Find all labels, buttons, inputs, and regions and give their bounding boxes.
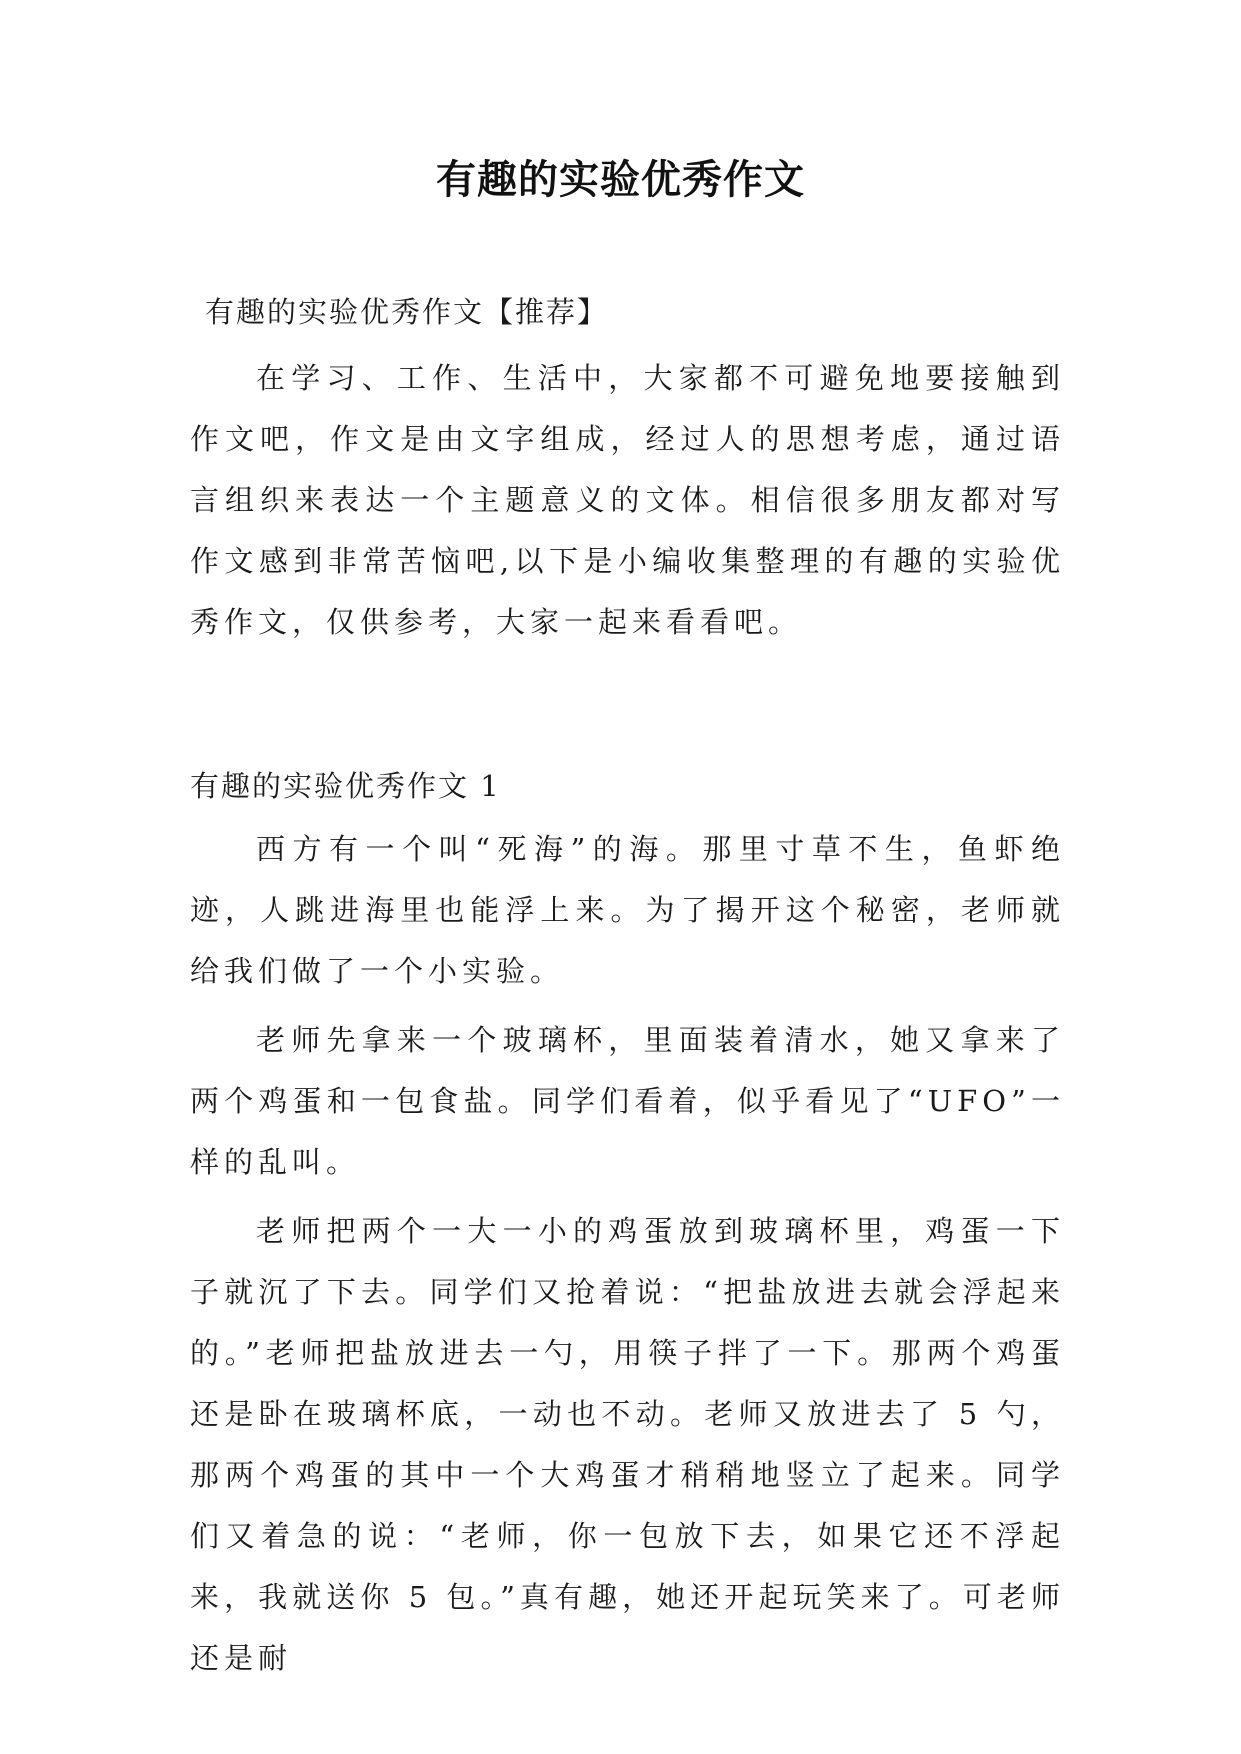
intro-paragraph: 在学习、工作、生活中，大家都不可避免地要接触到作文吧，作文是由文字组成，经过人的思想考虑，通过语言组织来表达一个主题意义的文体。相信很多朋友都对写作文感到非常苦恼吧,以下是小编收集整理的有趣的实验优秀作文，仅供参考，大家一起来看看吧。	[190, 361, 1065, 639]
document-title: 有趣的实验优秀作文	[436, 156, 805, 203]
section-heading: 有趣的实验优秀作文 1	[190, 769, 501, 803]
intro-heading: 有趣的实验优秀作文【推荐】	[205, 295, 609, 329]
essay-paragraph: 老师把两个一大一小的鸡蛋放到玻璃杯里，鸡蛋一下子就沉了下去。同学们又抢着说：“把盐放进去就会浮起来的。”老师把盐放进去一勺，用筷子拌了一下。那两个鸡蛋还是卧在玻璃杯底，一动也不动。老师又放进去了 5 勺，那两个鸡蛋的其中一个大鸡蛋才稍稍地竖立了起来。同学们又着急的说：“老师，你一包放下去，如果它还不浮起来，我就送你 5 包。”真有趣，她还开起玩笑来了。可老师还是耐	[190, 1214, 1065, 1675]
essay-paragraph: 西方有一个叫“死海”的海。那里寸草不生，鱼虾绝迹，人跳进海里也能浮上来。为了揭开这个秘密，老师就给我们做了一个小实验。	[190, 832, 1065, 988]
essay-body	[190, 819, 1065, 1697]
essay-paragraph: 老师先拿来一个玻璃杯，里面装着清水，她又拿来了两个鸡蛋和一包食盐。同学们看着，似乎看见了“UFO”一样的乱叫。	[190, 1023, 1065, 1179]
